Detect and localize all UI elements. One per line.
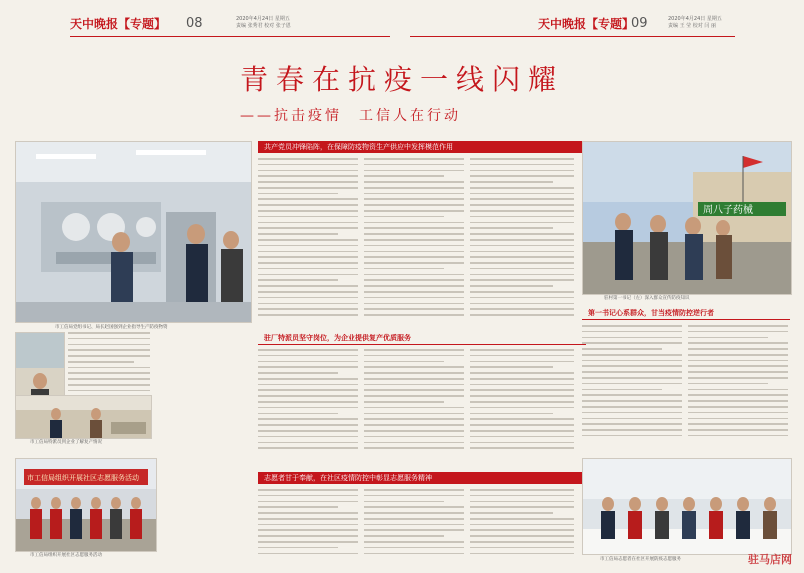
photo-village: [582, 141, 792, 295]
section-title-1: 共产党员冲锋陷阵，在保障防疫物资生产供应中发挥模范作用: [258, 141, 586, 153]
article-1-col-2: [364, 158, 464, 328]
right-meta: [668, 12, 722, 34]
banner-text: 市工信局组织开展社区志愿服务活动: [27, 474, 139, 482]
article-3-col-2: [364, 349, 464, 461]
photo-office-2: [15, 395, 152, 439]
watermark-logo: 驻马店网: [748, 553, 792, 566]
left-header: [70, 12, 166, 34]
section-title-4: 志愿者甘于奉献，在社区疫情防控中彰显志愿服务精神: [258, 472, 586, 484]
section-title-2: 第一书记心系群众，甘当疫情防控逆行者: [582, 307, 790, 320]
left-meta: [236, 12, 291, 34]
right-page-number-wrap: [631, 12, 648, 34]
left-page-number-wrap: [186, 12, 203, 34]
headline: 青春在抗疫一线闪耀: [239, 63, 564, 96]
caption-photo-office: 市工信局特派员到企业了解复产情况: [30, 440, 102, 445]
factory-sign-text: 周八子药械: [703, 205, 753, 216]
section-title-3: 驻厂特派员坚守岗位，为企业提供复产优质服务: [258, 332, 586, 345]
article-2-col-2: [688, 325, 788, 450]
article-3-col-1: [258, 349, 358, 461]
right-header: [538, 12, 634, 34]
right-meta-date: 2020年4月24日 星期五: [668, 16, 722, 22]
right-masthead: 天中晚报【专题】: [538, 16, 635, 31]
left-meta-date: 2020年4月24日 星期五: [236, 16, 290, 22]
article-3-col-3: [470, 349, 574, 461]
article-1-col-3: [470, 158, 574, 328]
left-masthead: 天中晚报【专题】: [70, 16, 167, 31]
subheadline: ——抗击疫情 工信人在行动: [240, 108, 461, 124]
left-header-rule: [70, 36, 390, 37]
right-meta-editors: 责编 王 莹 校对 闫 丽: [668, 23, 716, 29]
photo-group: [582, 458, 792, 555]
right-header-rule: [410, 36, 735, 37]
photo-lab: [15, 141, 252, 323]
article-1-col-1: [258, 158, 358, 328]
article-4-col-3: [470, 489, 574, 561]
right-page-number: 09: [631, 15, 648, 31]
left-page-number: 08: [186, 15, 203, 31]
article-4-col-1: [258, 489, 358, 561]
photo-banner: [15, 458, 157, 552]
article-4-col-2: [364, 489, 464, 561]
article-2-col-1: [582, 325, 682, 450]
caption-photo-banner: 市工信局组织开展社区志愿服务活动: [30, 553, 102, 558]
caption-photo-lab: 市工信局党组书记、局长赵国强到企业指导生产防疫物资: [55, 325, 168, 330]
caption-photo-group: 市工信局志愿者在社区开展防疫志愿服务: [600, 557, 681, 562]
caption-photo-village: 驻村第一书记（左）深入群众宣传防疫知识: [604, 296, 690, 301]
left-meta-editors: 责编 张秀君 校对 张子恩: [236, 23, 291, 29]
